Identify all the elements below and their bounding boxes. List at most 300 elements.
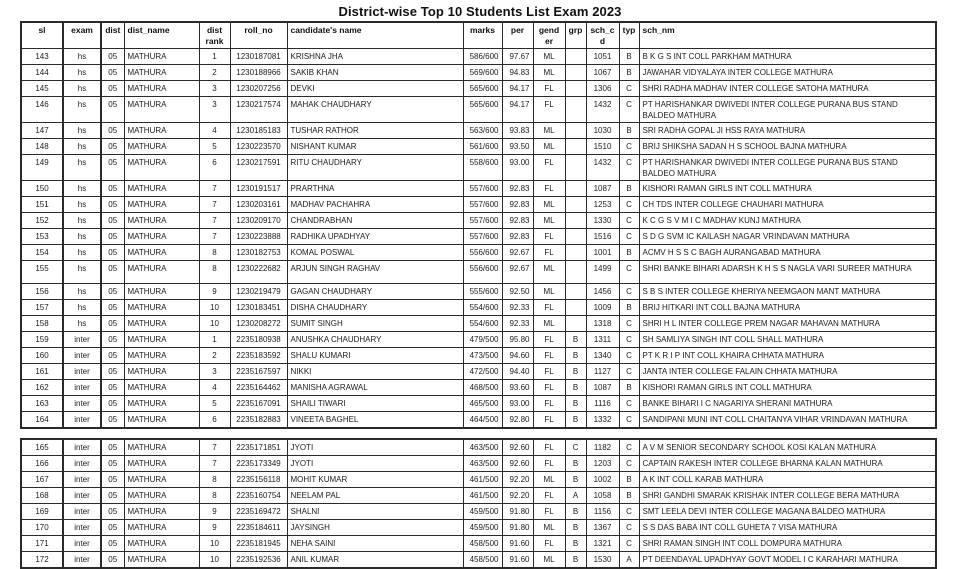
table-row bbox=[21, 552, 936, 569]
cell-gender: FL bbox=[533, 439, 565, 456]
table-row bbox=[21, 439, 936, 456]
cell-candidate_name: DEVKI bbox=[287, 81, 463, 97]
cell-exam: hs bbox=[63, 81, 101, 97]
cell-dist_name: MATHURA bbox=[124, 155, 199, 181]
cell-typ: B bbox=[619, 65, 639, 81]
cell-sl: 168 bbox=[21, 488, 63, 504]
cell-candidate_name: KOMAL POSWAL bbox=[287, 245, 463, 261]
cell-exam: hs bbox=[63, 49, 101, 65]
cell-sch_nm: BRIJ HITKARI INT COLL BAJNA MATHURA bbox=[639, 300, 936, 316]
cell-sl: 144 bbox=[21, 65, 63, 81]
cell-grp: B bbox=[565, 332, 586, 348]
cell-sch_nm: KISHORI RAMAN GIRLS INT COLL MATHURA bbox=[639, 181, 936, 197]
cell-gender: FL bbox=[533, 348, 565, 364]
cell-marks: 556/600 bbox=[463, 261, 502, 284]
cell-dist_name: MATHURA bbox=[124, 456, 199, 472]
cell-gender: FL bbox=[533, 97, 565, 123]
cell-dist: 05 bbox=[101, 536, 124, 552]
cell-gender: FL bbox=[533, 181, 565, 197]
cell-grp bbox=[565, 81, 586, 97]
cell-per: 92.20 bbox=[502, 472, 533, 488]
cell-candidate_name: NIKKI bbox=[287, 364, 463, 380]
cell-grp: B bbox=[565, 348, 586, 364]
cell-candidate_name: KRISHNA JHA bbox=[287, 49, 463, 65]
cell-dist_rank: 9 bbox=[199, 520, 230, 536]
cell-dist: 05 bbox=[101, 396, 124, 412]
cell-dist_name: MATHURA bbox=[124, 123, 199, 139]
cell-candidate_name: SAKIB KHAN bbox=[287, 65, 463, 81]
cell-typ: C bbox=[619, 412, 639, 429]
table-row bbox=[21, 520, 936, 536]
cell-roll_no: 1230219479 bbox=[230, 284, 287, 300]
cell-per: 92.20 bbox=[502, 488, 533, 504]
cell-per: 91.80 bbox=[502, 520, 533, 536]
cell-sl: 143 bbox=[21, 49, 63, 65]
cell-per: 95.80 bbox=[502, 332, 533, 348]
col-header-marks: marks bbox=[463, 22, 502, 49]
cell-roll_no: 2235160754 bbox=[230, 488, 287, 504]
cell-dist_name: MATHURA bbox=[124, 536, 199, 552]
cell-gender: ML bbox=[533, 261, 565, 284]
cell-dist_rank: 8 bbox=[199, 245, 230, 261]
cell-sch_nm: CAPTAIN RAKESH INTER COLLEGE BHARNA KALAN MATHURA bbox=[639, 456, 936, 472]
cell-roll_no: 2235167091 bbox=[230, 396, 287, 412]
cell-per: 92.83 bbox=[502, 181, 533, 197]
cell-marks: 459/500 bbox=[463, 504, 502, 520]
cell-dist_rank: 8 bbox=[199, 472, 230, 488]
cell-grp bbox=[565, 284, 586, 300]
cell-dist_name: MATHURA bbox=[124, 412, 199, 429]
cell-sch_nm: SHRI BANKE BIHARI ADARSH K H S S NAGLA VARI SUREER MATHURA bbox=[639, 261, 936, 284]
cell-sch_nm: SH SAMLIYA SINGH INT COLL SHALL MATHURA bbox=[639, 332, 936, 348]
cell-gender: FL bbox=[533, 488, 565, 504]
cell-gender: FL bbox=[533, 245, 565, 261]
cell-grp: B bbox=[565, 380, 586, 396]
cell-dist_rank: 2 bbox=[199, 65, 230, 81]
cell-dist: 05 bbox=[101, 316, 124, 332]
cell-sch_cd: 1432 bbox=[586, 97, 619, 123]
students-table-block1 bbox=[20, 21, 937, 429]
cell-sch_cd: 1311 bbox=[586, 332, 619, 348]
cell-sch_cd: 1182 bbox=[586, 439, 619, 456]
cell-per: 92.83 bbox=[502, 229, 533, 245]
cell-marks: 554/600 bbox=[463, 300, 502, 316]
cell-roll_no: 1230191517 bbox=[230, 181, 287, 197]
cell-dist_name: MATHURA bbox=[124, 316, 199, 332]
cell-typ: B bbox=[619, 245, 639, 261]
cell-grp: B bbox=[565, 536, 586, 552]
cell-marks: 563/600 bbox=[463, 123, 502, 139]
header-row bbox=[21, 22, 936, 49]
cell-gender: FL bbox=[533, 300, 565, 316]
cell-gender: ML bbox=[533, 139, 565, 155]
cell-roll_no: 1230203161 bbox=[230, 197, 287, 213]
cell-dist_rank: 1 bbox=[199, 49, 230, 65]
cell-marks: 565/600 bbox=[463, 97, 502, 123]
cell-gender: FL bbox=[533, 380, 565, 396]
table-body-block1 bbox=[21, 49, 936, 429]
cell-grp bbox=[565, 261, 586, 284]
cell-candidate_name: MADHAV PACHAHRA bbox=[287, 197, 463, 213]
col-header-dist: dist bbox=[101, 22, 124, 49]
table-row bbox=[21, 181, 936, 197]
cell-exam: inter bbox=[63, 472, 101, 488]
cell-roll_no: 1230182753 bbox=[230, 245, 287, 261]
cell-grp bbox=[565, 245, 586, 261]
cell-dist_rank: 5 bbox=[199, 139, 230, 155]
table-header bbox=[21, 22, 936, 49]
table-row bbox=[21, 412, 936, 429]
cell-sch_cd: 1330 bbox=[586, 213, 619, 229]
cell-exam: inter bbox=[63, 348, 101, 364]
cell-gender: FL bbox=[533, 229, 565, 245]
table-row bbox=[21, 213, 936, 229]
table-row bbox=[21, 97, 936, 123]
cell-dist_name: MATHURA bbox=[124, 284, 199, 300]
cell-roll_no: 1230185183 bbox=[230, 123, 287, 139]
cell-sch_cd: 1318 bbox=[586, 316, 619, 332]
cell-candidate_name: NEHA SAINI bbox=[287, 536, 463, 552]
cell-exam: hs bbox=[63, 181, 101, 197]
cell-candidate_name: JYOTI bbox=[287, 439, 463, 456]
cell-dist_name: MATHURA bbox=[124, 181, 199, 197]
cell-dist: 05 bbox=[101, 456, 124, 472]
cell-exam: hs bbox=[63, 139, 101, 155]
cell-roll_no: 2235171851 bbox=[230, 439, 287, 456]
cell-per: 92.83 bbox=[502, 213, 533, 229]
cell-per: 92.60 bbox=[502, 456, 533, 472]
cell-typ: B bbox=[619, 488, 639, 504]
cell-per: 92.60 bbox=[502, 439, 533, 456]
cell-sch_cd: 1306 bbox=[586, 81, 619, 97]
cell-dist: 05 bbox=[101, 380, 124, 396]
cell-grp bbox=[565, 155, 586, 181]
table-row bbox=[21, 284, 936, 300]
table-row bbox=[21, 197, 936, 213]
cell-sl: 169 bbox=[21, 504, 63, 520]
cell-grp bbox=[565, 197, 586, 213]
cell-sch_nm: PT HARISHANKAR DWIVEDI INTER COLLEGE PURANA BUS STAND BALDEO MATHURA bbox=[639, 155, 936, 181]
cell-dist: 05 bbox=[101, 300, 124, 316]
cell-roll_no: 2235181945 bbox=[230, 536, 287, 552]
cell-gender: FL bbox=[533, 412, 565, 429]
cell-per: 91.60 bbox=[502, 552, 533, 569]
cell-dist_name: MATHURA bbox=[124, 364, 199, 380]
col-header-candidate_name: candidate's name bbox=[287, 22, 463, 49]
cell-candidate_name: SHAILI TIWARI bbox=[287, 396, 463, 412]
cell-dist_name: MATHURA bbox=[124, 97, 199, 123]
cell-dist_rank: 10 bbox=[199, 536, 230, 552]
cell-sch_cd: 1253 bbox=[586, 197, 619, 213]
cell-dist_name: MATHURA bbox=[124, 245, 199, 261]
table-row bbox=[21, 123, 936, 139]
cell-marks: 459/500 bbox=[463, 520, 502, 536]
cell-sl: 152 bbox=[21, 213, 63, 229]
cell-grp: B bbox=[565, 552, 586, 569]
cell-dist: 05 bbox=[101, 504, 124, 520]
cell-dist: 05 bbox=[101, 284, 124, 300]
cell-grp: B bbox=[565, 364, 586, 380]
cell-typ: C bbox=[619, 229, 639, 245]
cell-dist_rank: 7 bbox=[199, 456, 230, 472]
cell-sl: 151 bbox=[21, 197, 63, 213]
cell-typ: C bbox=[619, 520, 639, 536]
table-row bbox=[21, 65, 936, 81]
cell-exam: inter bbox=[63, 412, 101, 429]
table-row bbox=[21, 245, 936, 261]
cell-dist_rank: 10 bbox=[199, 316, 230, 332]
cell-sl: 165 bbox=[21, 439, 63, 456]
cell-dist: 05 bbox=[101, 229, 124, 245]
cell-dist_rank: 9 bbox=[199, 504, 230, 520]
cell-grp: B bbox=[565, 396, 586, 412]
cell-grp bbox=[565, 123, 586, 139]
cell-dist_rank: 1 bbox=[199, 332, 230, 348]
cell-typ: A bbox=[619, 552, 639, 569]
cell-dist: 05 bbox=[101, 197, 124, 213]
cell-sch_cd: 1340 bbox=[586, 348, 619, 364]
cell-sch_cd: 1516 bbox=[586, 229, 619, 245]
cell-typ: B bbox=[619, 300, 639, 316]
cell-roll_no: 1230207256 bbox=[230, 81, 287, 97]
cell-typ: C bbox=[619, 139, 639, 155]
cell-typ: C bbox=[619, 348, 639, 364]
cell-typ: C bbox=[619, 439, 639, 456]
cell-roll_no: 2235167597 bbox=[230, 364, 287, 380]
cell-sch_cd: 1087 bbox=[586, 181, 619, 197]
table-row bbox=[21, 316, 936, 332]
cell-candidate_name: ARJUN SINGH RAGHAV bbox=[287, 261, 463, 284]
cell-roll_no: 2235192536 bbox=[230, 552, 287, 569]
cell-candidate_name: JYOTI bbox=[287, 456, 463, 472]
cell-sch_cd: 1456 bbox=[586, 284, 619, 300]
cell-sch_nm: JANTA INTER COLLEGE FALAIN CHHATA MATHURA bbox=[639, 364, 936, 380]
cell-dist: 05 bbox=[101, 181, 124, 197]
cell-sl: 157 bbox=[21, 300, 63, 316]
cell-sl: 158 bbox=[21, 316, 63, 332]
cell-sch_nm: ACMV H S S C BAGH AURANGABAD MATHURA bbox=[639, 245, 936, 261]
cell-candidate_name: SUMIT SINGH bbox=[287, 316, 463, 332]
cell-marks: 561/600 bbox=[463, 139, 502, 155]
cell-exam: inter bbox=[63, 364, 101, 380]
cell-dist_rank: 10 bbox=[199, 300, 230, 316]
cell-sch_cd: 1203 bbox=[586, 456, 619, 472]
cell-typ: B bbox=[619, 123, 639, 139]
table-row bbox=[21, 261, 936, 284]
cell-sl: 145 bbox=[21, 81, 63, 97]
cell-marks: 554/600 bbox=[463, 316, 502, 332]
cell-dist_name: MATHURA bbox=[124, 488, 199, 504]
cell-sch_cd: 1087 bbox=[586, 380, 619, 396]
cell-roll_no: 1230222682 bbox=[230, 261, 287, 284]
cell-sl: 149 bbox=[21, 155, 63, 181]
cell-gender: FL bbox=[533, 155, 565, 181]
cell-roll_no: 2235182883 bbox=[230, 412, 287, 429]
cell-candidate_name: DISHA CHAUDHARY bbox=[287, 300, 463, 316]
cell-dist: 05 bbox=[101, 123, 124, 139]
col-header-roll_no: roll_no bbox=[230, 22, 287, 49]
cell-typ: C bbox=[619, 197, 639, 213]
cell-roll_no: 1230223888 bbox=[230, 229, 287, 245]
cell-per: 94.17 bbox=[502, 81, 533, 97]
cell-per: 92.67 bbox=[502, 245, 533, 261]
cell-typ: C bbox=[619, 536, 639, 552]
col-header-sch_nm: sch_nm bbox=[639, 22, 936, 49]
cell-sch_nm: KISHORI RAMAN GIRLS INT COLL MATHURA bbox=[639, 380, 936, 396]
cell-sch_cd: 1156 bbox=[586, 504, 619, 520]
cell-sl: 163 bbox=[21, 396, 63, 412]
cell-marks: 555/600 bbox=[463, 284, 502, 300]
cell-per: 92.80 bbox=[502, 412, 533, 429]
table-row bbox=[21, 472, 936, 488]
cell-sch_nm: SHRI H L INTER COLLEGE PREM NAGAR MAHAVAN MATHURA bbox=[639, 316, 936, 332]
cell-grp bbox=[565, 97, 586, 123]
cell-grp bbox=[565, 49, 586, 65]
cell-gender: ML bbox=[533, 123, 565, 139]
cell-exam: hs bbox=[63, 229, 101, 245]
cell-candidate_name: GAGAN CHAUDHARY bbox=[287, 284, 463, 300]
col-header-grp: grp bbox=[565, 22, 586, 49]
cell-typ: C bbox=[619, 364, 639, 380]
cell-marks: 556/600 bbox=[463, 245, 502, 261]
cell-sch_nm: PT K R I P INT COLL KHAIRA CHHATA MATHURA bbox=[639, 348, 936, 364]
cell-sl: 171 bbox=[21, 536, 63, 552]
cell-dist_name: MATHURA bbox=[124, 348, 199, 364]
cell-sch_nm: K C G S V M I C MADHAV KUNJ MATHURA bbox=[639, 213, 936, 229]
cell-marks: 472/500 bbox=[463, 364, 502, 380]
cell-exam: hs bbox=[63, 213, 101, 229]
cell-candidate_name: RADHIKA UPADHYAY bbox=[287, 229, 463, 245]
cell-per: 94.83 bbox=[502, 65, 533, 81]
cell-dist_rank: 3 bbox=[199, 81, 230, 97]
cell-marks: 558/600 bbox=[463, 155, 502, 181]
table-row bbox=[21, 536, 936, 552]
cell-gender: ML bbox=[533, 472, 565, 488]
cell-gender: ML bbox=[533, 284, 565, 300]
cell-exam: inter bbox=[63, 504, 101, 520]
cell-gender: FL bbox=[533, 364, 565, 380]
cell-dist_rank: 7 bbox=[199, 439, 230, 456]
cell-candidate_name: CHANDRABHAN bbox=[287, 213, 463, 229]
cell-dist_rank: 4 bbox=[199, 380, 230, 396]
cell-typ: C bbox=[619, 332, 639, 348]
cell-grp: B bbox=[565, 456, 586, 472]
cell-dist_name: MATHURA bbox=[124, 439, 199, 456]
cell-dist_name: MATHURA bbox=[124, 65, 199, 81]
cell-exam: inter bbox=[63, 520, 101, 536]
cell-sch_cd: 1127 bbox=[586, 364, 619, 380]
cell-candidate_name: RITU CHAUDHARY bbox=[287, 155, 463, 181]
cell-per: 92.67 bbox=[502, 261, 533, 284]
cell-roll_no: 2235173349 bbox=[230, 456, 287, 472]
cell-gender: ML bbox=[533, 65, 565, 81]
cell-grp: B bbox=[565, 504, 586, 520]
cell-candidate_name: JAYSINGH bbox=[287, 520, 463, 536]
cell-sch_nm: BANKE BIHARI I C NAGARIYA SHERANI MATHURA bbox=[639, 396, 936, 412]
table-row bbox=[21, 504, 936, 520]
cell-gender: ML bbox=[533, 49, 565, 65]
cell-marks: 565/600 bbox=[463, 81, 502, 97]
cell-sl: 150 bbox=[21, 181, 63, 197]
cell-marks: 463/500 bbox=[463, 456, 502, 472]
cell-gender: FL bbox=[533, 456, 565, 472]
table-row bbox=[21, 229, 936, 245]
cell-per: 93.60 bbox=[502, 380, 533, 396]
cell-dist_name: MATHURA bbox=[124, 520, 199, 536]
cell-sl: 167 bbox=[21, 472, 63, 488]
cell-grp: B bbox=[565, 520, 586, 536]
cell-dist_name: MATHURA bbox=[124, 504, 199, 520]
cell-dist: 05 bbox=[101, 472, 124, 488]
cell-candidate_name: VINEETA BAGHEL bbox=[287, 412, 463, 429]
cell-marks: 461/500 bbox=[463, 472, 502, 488]
cell-gender: FL bbox=[533, 81, 565, 97]
cell-typ: C bbox=[619, 284, 639, 300]
cell-dist_name: MATHURA bbox=[124, 396, 199, 412]
cell-roll_no: 1230188966 bbox=[230, 65, 287, 81]
cell-per: 92.33 bbox=[502, 316, 533, 332]
cell-candidate_name: MANISHA AGRAWAL bbox=[287, 380, 463, 396]
cell-per: 92.33 bbox=[502, 300, 533, 316]
cell-typ: C bbox=[619, 155, 639, 181]
cell-grp: A bbox=[565, 488, 586, 504]
cell-sch_nm: SHRI RAMAN SINGH INT COLL DOMPURA MATHURA bbox=[639, 536, 936, 552]
cell-grp bbox=[565, 316, 586, 332]
table-row bbox=[21, 139, 936, 155]
cell-marks: 557/600 bbox=[463, 181, 502, 197]
cell-dist_rank: 7 bbox=[199, 181, 230, 197]
table-row bbox=[21, 332, 936, 348]
table-body-block2 bbox=[21, 439, 936, 568]
cell-sl: 172 bbox=[21, 552, 63, 569]
cell-sch_nm: SHRI GANDHI SMARAK KRISHAK INTER COLLEGE BERA MATHURA bbox=[639, 488, 936, 504]
cell-typ: C bbox=[619, 261, 639, 284]
cell-sch_cd: 1030 bbox=[586, 123, 619, 139]
cell-exam: inter bbox=[63, 456, 101, 472]
cell-grp: C bbox=[565, 439, 586, 456]
cell-typ: B bbox=[619, 380, 639, 396]
cell-exam: inter bbox=[63, 332, 101, 348]
cell-typ: C bbox=[619, 456, 639, 472]
cell-sch_nm: BRIJ SHIKSHA SADAN H S SCHOOL BAJNA MATHURA bbox=[639, 139, 936, 155]
cell-sch_nm: SANDIPANI MUNI INT COLL CHAITANYA VIHAR VRINDAVAN MATHURA bbox=[639, 412, 936, 429]
cell-marks: 458/500 bbox=[463, 536, 502, 552]
cell-sch_cd: 1002 bbox=[586, 472, 619, 488]
cell-exam: inter bbox=[63, 439, 101, 456]
cell-sl: 155 bbox=[21, 261, 63, 284]
cell-sch_cd: 1321 bbox=[586, 536, 619, 552]
cell-dist: 05 bbox=[101, 332, 124, 348]
cell-sch_cd: 1367 bbox=[586, 520, 619, 536]
students-table-block2 bbox=[20, 438, 937, 569]
cell-sch_nm: A V M SENIOR SECONDARY SCHOOL KOSI KALAN MATHURA bbox=[639, 439, 936, 456]
cell-dist_name: MATHURA bbox=[124, 229, 199, 245]
cell-dist: 05 bbox=[101, 520, 124, 536]
cell-typ: C bbox=[619, 396, 639, 412]
col-header-typ: typ bbox=[619, 22, 639, 49]
cell-sch_cd: 1009 bbox=[586, 300, 619, 316]
cell-dist: 05 bbox=[101, 97, 124, 123]
cell-exam: hs bbox=[63, 261, 101, 284]
cell-dist_rank: 7 bbox=[199, 213, 230, 229]
cell-exam: hs bbox=[63, 97, 101, 123]
cell-dist_name: MATHURA bbox=[124, 197, 199, 213]
cell-grp bbox=[565, 213, 586, 229]
cell-sl: 166 bbox=[21, 456, 63, 472]
cell-grp: B bbox=[565, 472, 586, 488]
cell-per: 92.83 bbox=[502, 197, 533, 213]
cell-gender: ML bbox=[533, 316, 565, 332]
